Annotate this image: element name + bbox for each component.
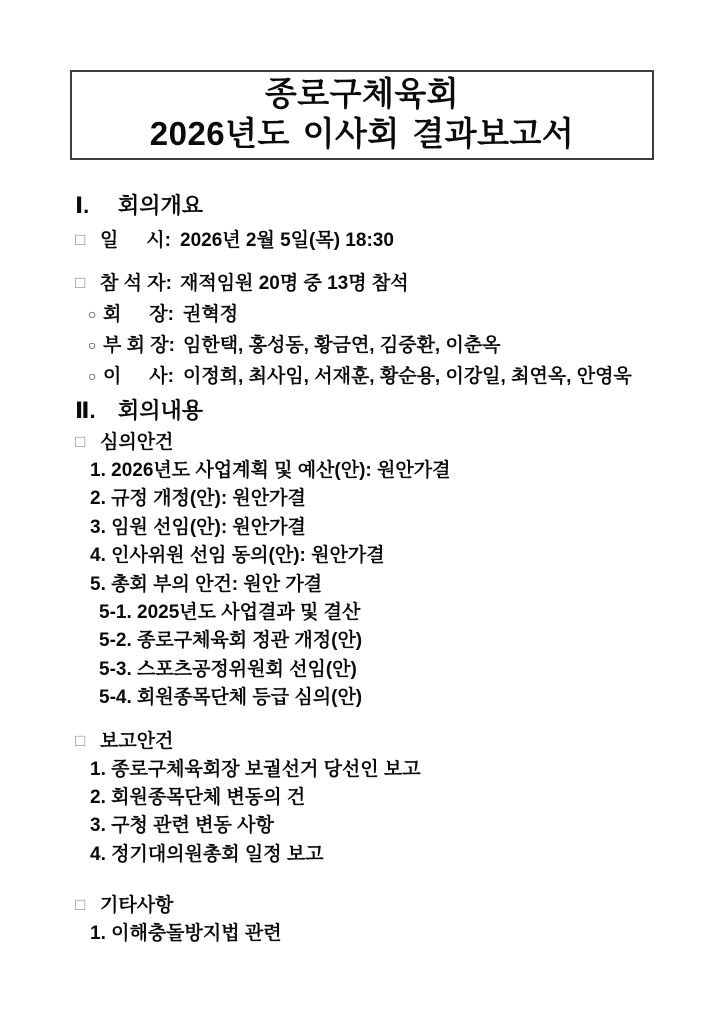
- list-item: 1. 이해충돌방지법 관련: [90, 923, 282, 945]
- list-item: 2. 규정 개정(안): 원안가결: [90, 488, 306, 510]
- others-group-heading: [0, 891, 724, 920]
- list-item: 4. 인사위원 선임 동의(안): 원안가결: [90, 545, 385, 567]
- group-title: 보고안건: [100, 730, 174, 752]
- circle-bullet-icon: ○: [88, 368, 97, 384]
- section-contents-heading: [75, 398, 724, 424]
- reports-items-list: [0, 756, 724, 870]
- group-title: 기타사항: [100, 895, 174, 917]
- vice-chairmen-row: [0, 330, 724, 361]
- square-bullet-icon: □: [75, 432, 86, 451]
- list-item: 4. 정기대의원총회 일정 보고: [90, 843, 324, 865]
- list-item: 2. 회원종목단체 변동의 건: [90, 787, 306, 809]
- section-numeral: Ⅱ.: [75, 398, 96, 423]
- section-title: 회의내용: [118, 398, 204, 423]
- reports-group-heading: [0, 727, 724, 756]
- square-bullet-icon: □: [75, 895, 86, 915]
- deliberation-group-heading: [0, 428, 724, 457]
- directors-row: [0, 361, 724, 392]
- circle-bullet-icon: ○: [88, 337, 97, 353]
- list-item: 1. 2026년도 사업계획 및 예산(안): 원안가결: [90, 460, 451, 481]
- list-item: 1. 종로구체육회장 보궐선거 당선인 보고: [90, 758, 421, 780]
- org-name-title: 종로구체육회: [264, 75, 460, 112]
- list-sub-item: 5-2. 종로구체육회 정관 개정(안): [99, 630, 363, 652]
- attendees-value: 재적임원 20명 중 13명 참석: [180, 273, 409, 294]
- section-overview-heading: [75, 193, 724, 219]
- section-title: 회의개요: [118, 193, 204, 218]
- list-item: 5. 총회 부의 안건: 원안 가결: [90, 573, 323, 595]
- document-title-box: [70, 70, 654, 160]
- chairman-value: 권혁정: [183, 304, 239, 325]
- others-items-list: [0, 920, 724, 948]
- directors-value: 이정희, 최사임, 서재훈, 황순용, 이강일, 최연옥, 안영욱: [183, 366, 632, 387]
- square-bullet-icon: □: [75, 730, 86, 750]
- report-title: 2026년도 이사회 결과보고서: [149, 115, 575, 152]
- chairman-row: [0, 299, 724, 330]
- list-sub-item: 5-4. 회원종목단체 등급 심의(안): [99, 687, 363, 709]
- deliberation-items-list: [0, 457, 724, 713]
- attendees-label: 참 석 자:: [100, 273, 172, 294]
- list-item: 3. 임원 선임(안): 원안가결: [90, 516, 306, 538]
- meeting-datetime-row: [0, 225, 724, 256]
- datetime-label: 일 시:: [100, 230, 171, 251]
- vice-chairmen-value: 임한택, 홍성동, 황금연, 김중환, 이춘옥: [183, 335, 501, 356]
- attendees-row: [0, 268, 724, 299]
- directors-label: 이 사:: [103, 366, 174, 387]
- list-sub-item: 5-1. 2025년도 사업결과 및 결산: [99, 602, 361, 624]
- list-item: 3. 구청 관련 변동 사항: [90, 815, 274, 837]
- square-bullet-icon: □: [75, 230, 86, 249]
- group-title: 심의안건: [100, 432, 174, 453]
- square-bullet-icon: □: [75, 273, 86, 292]
- list-sub-item: 5-3. 스포츠공정위원회 선임(안): [99, 658, 357, 680]
- section-numeral: Ⅰ.: [75, 193, 90, 218]
- datetime-value: 2026년 2월 5일(목) 18:30: [180, 230, 394, 251]
- chairman-label: 회 장:: [103, 304, 174, 325]
- circle-bullet-icon: ○: [88, 306, 97, 322]
- vice-chairmen-label: 부 회 장:: [103, 335, 175, 356]
